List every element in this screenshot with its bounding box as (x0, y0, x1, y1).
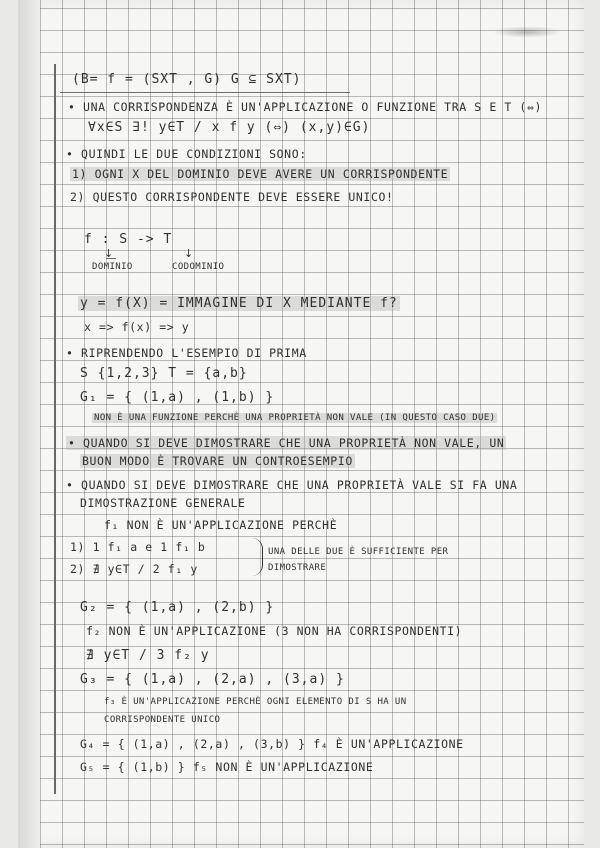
note-line: • QUINDI LE DUE CONDIZIONI SONO: (66, 147, 307, 161)
note-line: x => f(x) => y (84, 320, 190, 334)
note-line: (B= f = (SXT , G) G ⊆ SXT) (72, 72, 302, 87)
note-line: G₂ = { (1,a) , (2,b) } (80, 600, 275, 615)
underline-1 (60, 92, 350, 93)
note-line: DOMINIO (92, 262, 133, 272)
note-line: y = f(X) = IMMAGINE DI X MEDIANTE f? (80, 296, 398, 311)
note-line: • QUANDO SI DEVE DIMOSTRARE CHE UNA PROPRIETÀ VALE SI FA UNA (66, 478, 518, 492)
note-line: UNA DELLE DUE È SUFFICIENTE PER (268, 547, 449, 557)
note-line: 2) ∄ y∈T / 2 f₁ y (70, 562, 198, 576)
scan-smudge (492, 26, 562, 38)
note-line: G₄ = { (1,a) , (2,a) , (3,b) } f₄ È UN'APPLICAZIONE (80, 737, 464, 751)
note-line: G₃ = { (1,a) , (2,a) , (3,a) } (80, 672, 345, 687)
note-line: G₁ = { (1,a) , (1,b) } (80, 390, 275, 405)
note-line: CORRISPONDENTE UNICO (104, 715, 221, 725)
page-binding (18, 0, 40, 848)
note-line: BUON MODO È TROVARE UN CONTROESEMPIO (82, 454, 353, 468)
note-line: f₁ NON È UN'APPLICAZIONE PERCHÈ (104, 518, 338, 532)
brace-mark (252, 538, 263, 576)
note-line: CODOMINIO (172, 262, 225, 272)
note-line: DIMOSTRAZIONE GENERALE (80, 496, 246, 510)
note-line: G₅ = { (1,b) } f₅ NON È UN'APPLICAZIONE (80, 760, 374, 774)
note-line: NON È UNA FUNZIONE PERCHÈ UNA PROPRIETÀ NON VALE (IN QUESTO CASO DUE) (94, 413, 496, 423)
note-line: ∄ y∈T / 3 f₂ y (86, 648, 210, 663)
margin-line (54, 64, 56, 794)
note-line: DIMOSTRARE (268, 563, 327, 573)
note-line: • UNA CORRISPONDENZA È UN'APPLICAZIONE O FUNZIONE TRA S E T (⇔) (68, 100, 542, 114)
note-line: • QUANDO SI DEVE DIMOSTRARE CHE UNA PROPRIETÀ NON VALE, UN (68, 436, 505, 450)
note-line: 1) OGNI X DEL DOMINIO DEVE AVERE UN CORRISPONDENTE (72, 167, 449, 181)
note-line: S {1,2,3} T = {a,b} (80, 366, 248, 381)
note-line: f₂ NON È UN'APPLICAZIONE (3 NON HA CORRISPONDENTI) (86, 624, 463, 638)
note-line: 2) QUESTO CORRISPONDENTE DEVE ESSERE UNICO! (70, 190, 394, 204)
note-line: f₃ È UN'APPLICAZIONE PERCHÈ OGNI ELEMENTO DI S HA UN (104, 697, 407, 707)
note-line: • RIPRENDENDO L'ESEMPIO DI PRIMA (66, 346, 307, 360)
down-arrow-icon: ↓ (184, 247, 194, 260)
note-line: 1) 1 f₁ a e 1 f₁ b (70, 540, 206, 554)
note-line: ∀x∈S ∃! y∈T / x f y (⇔) (x,y)∈G) (88, 120, 371, 135)
note-line: f : S -> T (84, 232, 173, 247)
down-arrow-icon: ↓ (104, 247, 114, 260)
